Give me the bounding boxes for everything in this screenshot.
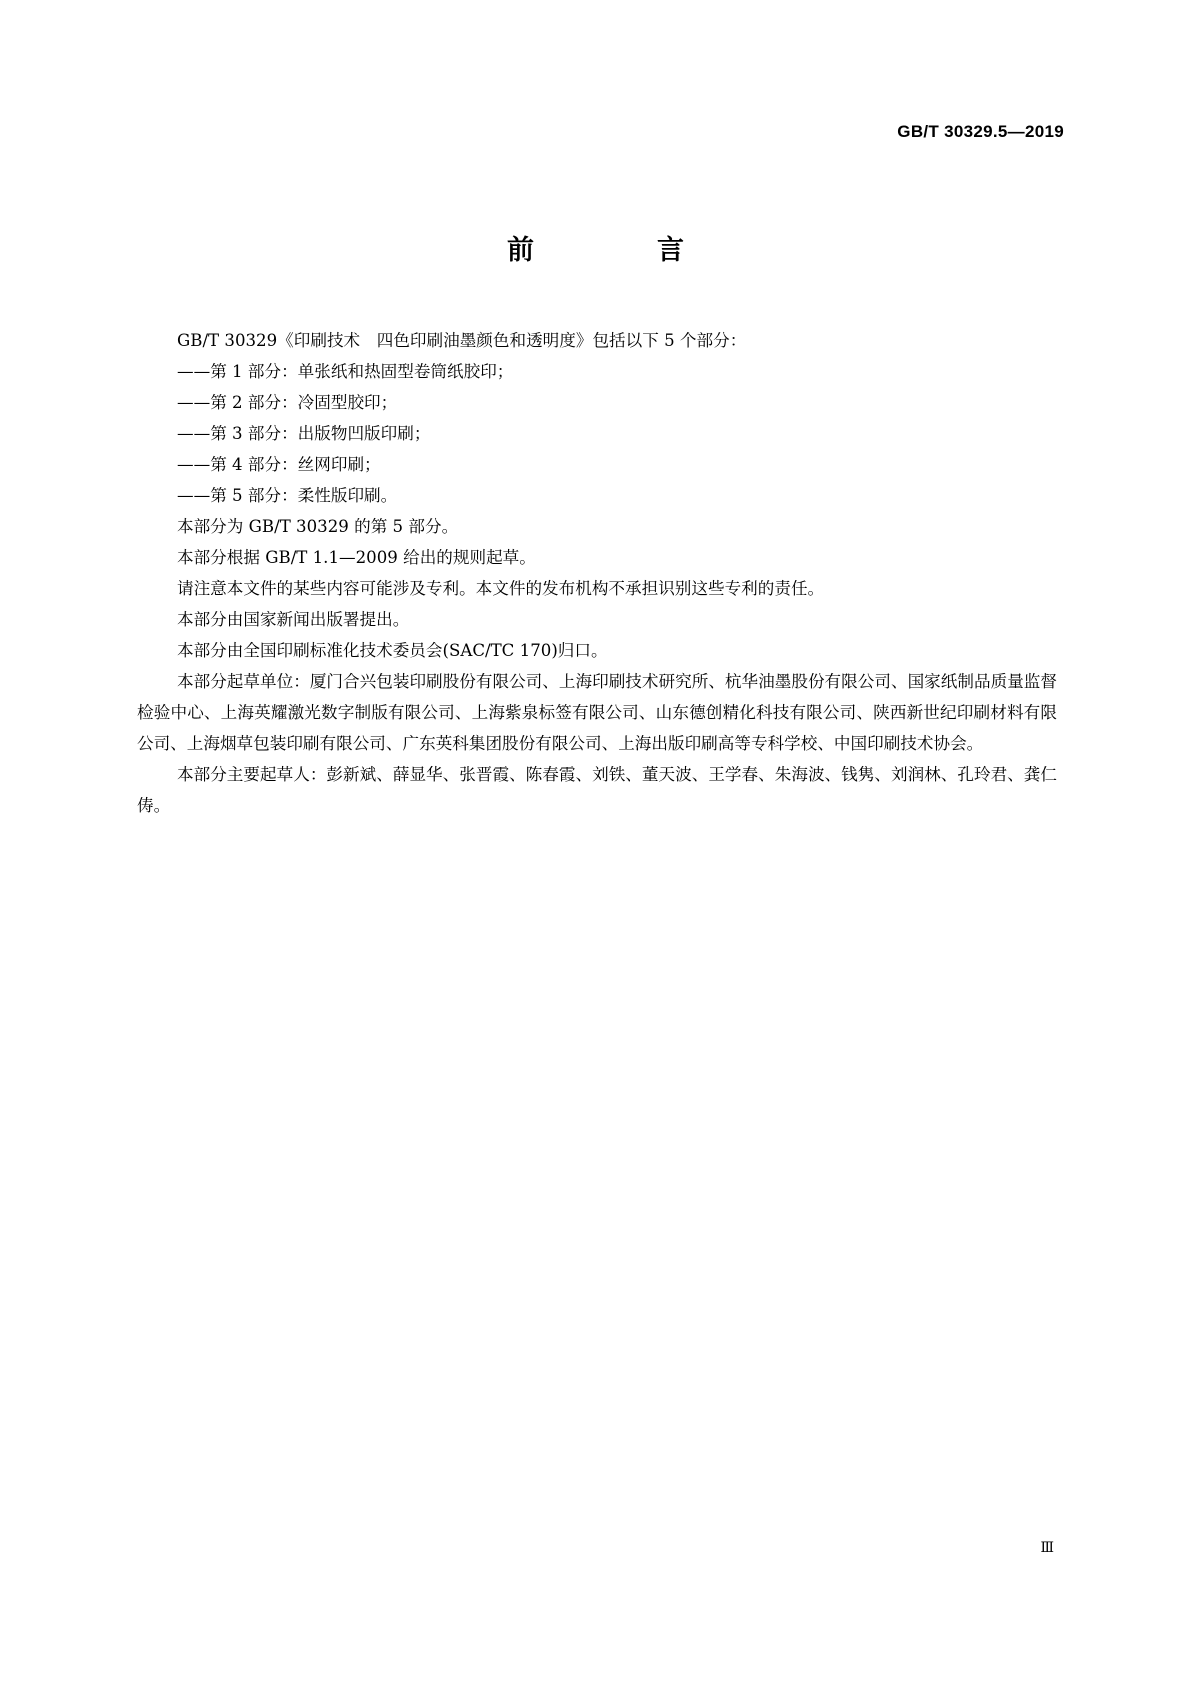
page-number: Ⅲ bbox=[1040, 1540, 1054, 1556]
list-item-part-2: ——第 2 部分：冷固型胶印； bbox=[177, 393, 398, 412]
paragraph-intro: GB/T 30329《印刷技术 四色印刷油墨颜色和透明度》包括以下 5 个部分： bbox=[177, 331, 747, 350]
standard-code: GB/T 30329.5—2019 bbox=[897, 122, 1064, 141]
list-item-part-5: ——第 5 部分：柔性版印刷。 bbox=[177, 486, 398, 505]
paragraph-drafting-rules: 本部分根据 GB/T 1.1—2009 给出的规则起草。 bbox=[177, 548, 536, 567]
paragraph-drafting-units: 本部分起草单位：厦门合兴包装印刷股份有限公司、上海印刷技术研究所、杭华油墨股份有限公司、国家纸制品质量监督检验中心、上海英耀激光数字制版有限公司、上海紫泉标签有限公司、山东德创精化科技有限公司、陕西新世纪印刷材料有限公司、上海烟草包装印刷有限公司、广东英科集团股份有限公司、上海出版印刷高等专科学校、中国印刷技术协会。 bbox=[137, 672, 1057, 753]
paragraph-patent-notice: 请注意本文件的某些内容可能涉及专利。本文件的发布机构不承担识别这些专利的责任。 bbox=[177, 579, 825, 598]
list-item-part-1: ——第 1 部分：单张纸和热固型卷筒纸胶印； bbox=[177, 362, 514, 381]
list-item-part-4: ——第 4 部分：丝网印刷； bbox=[177, 455, 381, 474]
paragraph-part-statement: 本部分为 GB/T 30329 的第 5 部分。 bbox=[177, 517, 459, 536]
list-item-part-3: ——第 3 部分：出版物凹版印刷； bbox=[177, 424, 431, 443]
paragraph-drafters: 本部分主要起草人：彭新斌、薛显华、张晋霞、陈春霞、刘铁、董天波、王学春、朱海波、钱隽、刘润林、孔玲君、龚仁俦。 bbox=[137, 765, 1057, 815]
paragraph-committee: 本部分由全国印刷标准化技术委员会(SAC/TC 170)归口。 bbox=[177, 641, 608, 660]
foreword-body bbox=[137, 325, 1057, 821]
page-title: 前 言 bbox=[507, 235, 732, 266]
paragraph-proposer: 本部分由国家新闻出版署提出。 bbox=[177, 610, 410, 629]
